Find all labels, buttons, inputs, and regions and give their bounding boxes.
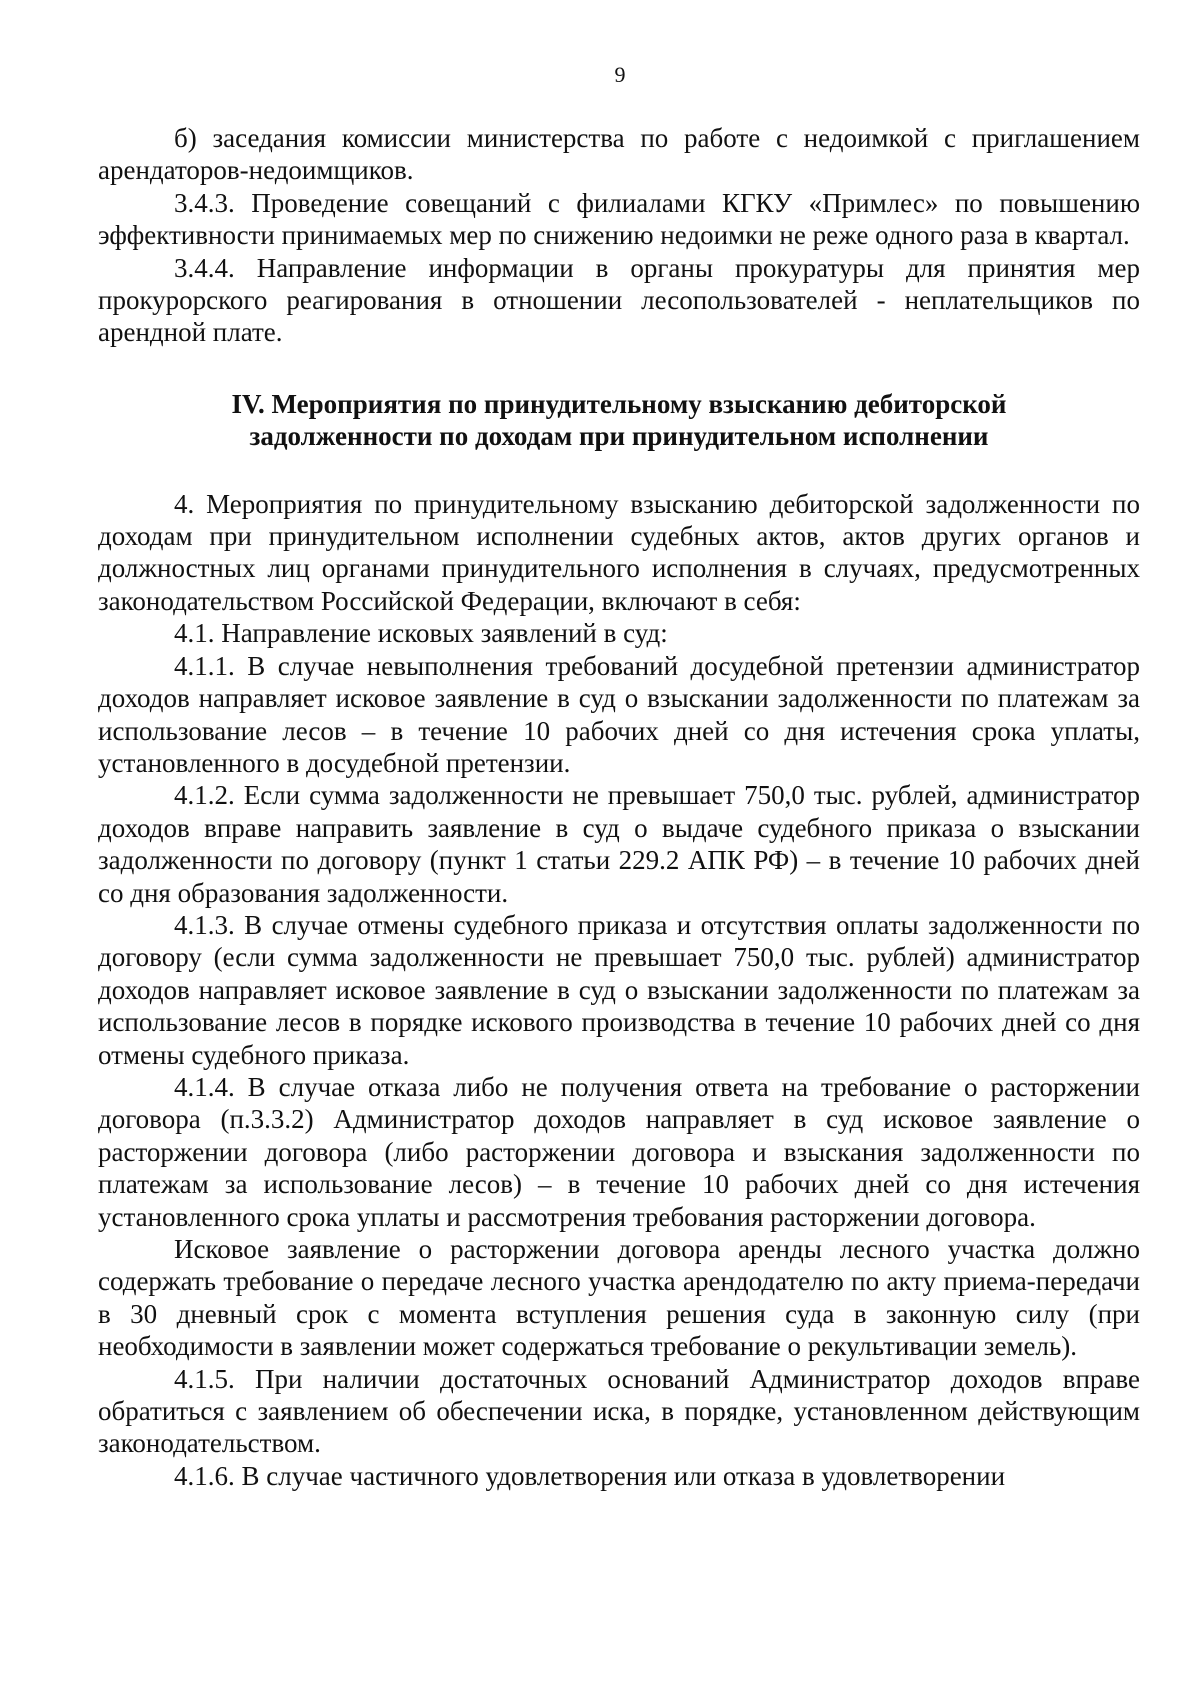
page-number: 9 (614, 62, 626, 87)
paragraph-3-4-4: 3.4.4. Направление информации в органы прокуратуры для принятия мер прокурорского реагирования в отношении лесопользователей - неплательщиков по арендной плате. (98, 252, 1140, 348)
paragraph-4-1-3: 4.1.3. В случае отмены судебного приказа и отсутствия оплаты задолженности по договору (если сумма задолженности не превышает 750,0 тыс. рублей) администратор доходов направляет исковое заявление в суд о взыскании задолженности по платежам за использование лесов в порядке искового производства в течение 10 рабочих дней со дня отмены судебного приказа. (98, 909, 1140, 1070)
paragraph-4-1-5: 4.1.5. При наличии достаточных оснований Администратор доходов вправе обратиться с заявлением об обеспечении иска, в порядке, установленном действующим законодательством. (98, 1363, 1140, 1459)
paragraph-4-1-4: 4.1.4. В случае отказа либо не получения ответа на требование о расторжении договора (п.3.3.2) Администратор доходов направляет в суд исковое заявление о расторжении договора (либо расторжении договора и взыскания задолженности по платежам за использование лесов) – в течение 10 рабочих дней со дня истечения установленного срока уплаты и рассмотрения требования расторжении договора. (98, 1071, 1140, 1232)
paragraph-3-4-3: 3.4.3. Проведение совещаний с филиалами КГКУ «Примлес» по повышению эффективности принимаемых мер по снижению недоимки не реже одного раза в квартал. (98, 187, 1140, 251)
paragraph-4-1: 4.1. Направление исковых заявлений в суд: (174, 618, 668, 649)
document-body (98, 122, 1140, 1492)
paragraph-4-1-6: 4.1.6. В случае частичного удовлетворения или отказа в удовлетворении (174, 1460, 1006, 1491)
paragraph-3-4-2-b: б) заседания комиссии министерства по работе с недоимкой с приглашением арендаторов-недоимщиков. (98, 123, 1140, 186)
paragraph-4-1-1: 4.1.1. В случае невыполнения требований досудебной претензии администратор доходов направляет исковое заявление в суд о взыскании задолженности по платежам за использование лесов – в течение 10 рабочих дней со дня истечения срока уплаты, установленного в досудебной претензии. (98, 650, 1140, 778)
paragraph-4: 4. Мероприятия по принудительному взысканию дебиторской задолженности по доходам при принудительном исполнении судебных актов, актов других органов и должностных лиц органами принудительного исполнения в случаях, предусмотренных законодательством Российской Федерации, включают в себя: (98, 488, 1140, 616)
paragraph-claim-content: Исковое заявление о расторжении договора аренды лесного участка должно содержать требование о передаче лесного участка арендодателю по акту приема-передачи в 30 дневный срок с момента вступления решения суда в законную силу (при необходимости в заявлении может содержаться требование о рекультивации земель). (98, 1234, 1140, 1362)
section-heading: IV. Мероприятия по принудительному взысканию дебиторской задолженности по доходам при принудительном исполнении (231, 388, 1007, 452)
paragraph-4-1-2: 4.1.2. Если сумма задолженности не превышает 750,0 тыс. рублей, администратор доходов вправе направить заявление в суд о выдаче судебного приказа о взыскании задолженности по договору (пункт 1 статьи 229.2 АПК РФ) – в течение 10 рабочих дней со дня образования задолженности. (98, 780, 1140, 908)
